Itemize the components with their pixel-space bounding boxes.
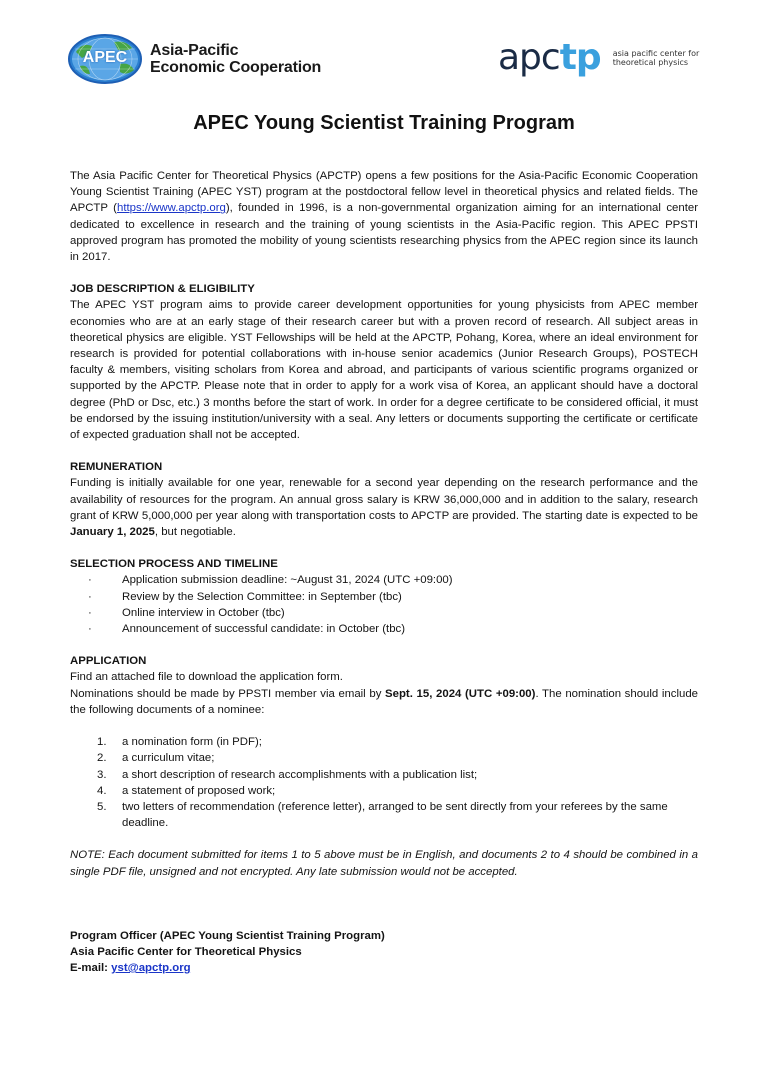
page-title: APEC Young Scientist Training Program [193,112,575,134]
list-item-text: Announcement of successful candidate: in October (tbc) [122,623,406,636]
email-label: E-mail: [70,962,112,975]
list-item [70,799,698,831]
list-item [70,572,698,588]
email-link[interactable]: yst@apctp.org [111,962,191,975]
apec-logo [68,34,321,84]
bullet-icon: · [88,623,92,636]
apec-wordmark-line2: Economic Cooperation [150,59,322,76]
apctp-logo [498,37,700,78]
list-number: 2. [97,752,107,765]
list-number: 1. [97,736,107,749]
contact-line1: Program Officer (APEC Young Scientist Training Program) [70,929,385,942]
contact-email-line [70,960,698,976]
apec-wordmark-line1: Asia-Pacific [150,42,239,59]
list-item-text: Application submission deadline: ~August 31, 2024 (UTC +09:00) [122,574,453,587]
bullet-icon: · [88,574,92,587]
list-number: 5. [97,800,107,813]
remuneration-text-2: , but negotiable. [154,526,236,539]
apec-globe-icon [68,34,142,84]
section-heading-remuneration: REMUNERATION [70,461,163,474]
apec-globe-label: APEC [82,49,128,66]
documents-list [70,734,698,831]
note-paragraph: NOTE: Each document submitted for items 1 to 5 above must be in English, and documents 2 to 4 should be combined in a single PDF file, unsigned and not encrypted. Any late submission would not be accepted. [70,849,698,878]
list-item [70,621,698,637]
application-text-2: . The nomination should include the following documents of a nominee: [70,687,698,716]
list-item-text: Online interview in October (tbc) [122,606,285,619]
intro-text-1: The Asia Pacific Center for Theoretical Physics (APCTP) opens a few positions for the Asia-Pacific Economic Cooperation Young Scientist Training (APEC YST) program at the postdoctoral fellow level in theoretical physics and related fields. The APCTP ( [70,170,698,215]
list-item-text: Review by the Selection Committee: in September (tbc) [122,590,402,603]
contact-block [70,928,698,977]
start-date: January 1, 2025 [70,526,155,539]
list-item-text: a short description of research accomplishments with a publication list; [122,768,478,781]
list-item-text: two letters of recommendation (reference letter), arranged to be sent directly from your referees by the same deadline. [122,800,668,830]
document-body [70,168,698,976]
apctp-website-link[interactable]: https://www.apctp.org [116,202,226,215]
list-item-text: a curriculum vitae; [122,752,215,765]
intro-text-2: ), founded in 1996, is a non-governmental organization aiming for an international center dedicated to excellence in research and the training of young scientists in the Asia-Pacific region. This APEC PPSTI approved program has promoted the mobility of young scientists researching physics from the APEC region since its launch in 2017. [70,202,698,264]
intro-paragraph [70,168,698,265]
bullet-icon: · [88,590,92,603]
apctp-subtitle-line2: theoretical physics [612,58,689,67]
job-paragraph: The APEC YST program aims to provide career development opportunities for young physicists from APEC member economies who are at an early stage of their research career but with a proven record of research. All subject areas in theoretical physics are eligible. YST Fellowships will be held at the APCTP, Pohang, Korea, where an ideal environment for research is provided for potential collaborations with in-house senior academics (Junior Research Groups), POSTECH faculty & members, visiting scholars from Korea and abroad, and participants of various scientific programs organized or supported by the APCTP. Please note that in order to apply for a work visa of Korea, an applicant should have a doctoral degree (PhD or Dsc, etc.) 3 months before the start of work. In order for a degree certificate to be considered official, it must be endorsed by the issuing institution/university with a seal. Any letters or documents supporting the certificate or certificate of expected graduation shall not be accepted. [70,299,698,442]
list-item [70,734,698,750]
apctp-wordmark [498,37,601,78]
apctp-wordmark-main: apc [498,37,560,78]
list-item [70,589,698,605]
remuneration-paragraph [70,475,698,540]
list-item-text: a nomination form (in PDF); [122,736,262,749]
section-heading-job: JOB DESCRIPTION & ELIGIBILITY [70,283,255,296]
nomination-deadline: Sept. 15, 2024 (UTC +09:00) [385,687,536,700]
bullet-icon: · [88,606,92,619]
application-text-1: Nominations should be made by PPSTI member via email by [70,687,386,700]
list-item [70,783,698,799]
timeline-list [70,572,698,637]
list-item [70,605,698,621]
apctp-subtitle [613,49,700,67]
section-heading-selection: SELECTION PROCESS AND TIMELINE [70,558,278,571]
apctp-subtitle-line1: asia pacific center for [612,49,700,58]
contact-line2: Asia Pacific Center for Theoretical Physics [70,945,302,958]
list-item [70,750,698,766]
list-item-text: a statement of proposed work; [122,784,276,797]
apec-wordmark [150,42,321,76]
application-line2 [70,686,698,718]
application-line1: Find an attached file to download the application form. [70,671,343,684]
apctp-wordmark-accent: tp [559,37,601,78]
list-number: 3. [97,768,107,781]
list-item [70,767,698,783]
section-heading-application: APPLICATION [70,655,147,668]
remuneration-text-1: Funding is initially available for one year, renewable for a second year depending on the research performance and the availability of resources for the program. An annual gross salary is KRW 36,000,000 and in addition to the salary, research grant of KRW 5,000,000 per year along with transportation costs to APCTP are provided. The starting date is expected to be [70,477,698,522]
list-number: 4. [97,784,107,797]
